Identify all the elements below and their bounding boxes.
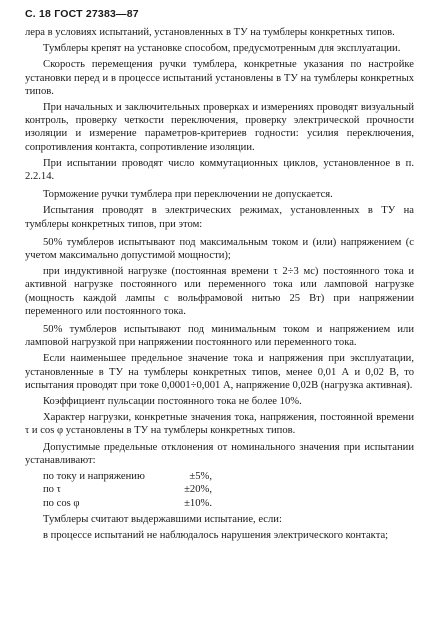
paragraph: Скорость перемещения ручки тумблера, конкретные указания по настройке установки перед и в процессе испытаний установлены в ТУ на тумблеры конкретных типов.: [25, 59, 414, 97]
paragraph: при индуктивной нагрузке (постоянная времени τ 2÷3 мс) постоянного тока и активной нагрузке постоянного или переменного тока или ламповой нагрузке (мощность каждой лампы с вольфрамовой нитью 25 Вт) при напряжении переменного или постоянного тока.: [25, 266, 414, 317]
tolerance-label: по cos φ: [43, 497, 80, 509]
paragraph: 50% тумблеров испытывают под максимальным током и (или) напряжением (с учетом максимально допустимой мощности);: [25, 236, 414, 262]
tolerance-row: [43, 470, 414, 483]
tolerance-value: ±20%,: [184, 484, 212, 496]
paragraph: При испытании проводят число коммутационных циклов, установленное в п. 2.2.14.: [25, 157, 414, 183]
paragraph: Если наименьшее предельное значение тока и напряжения при эксплуатации, установленные в ТУ на тумблеры конкретных типов, менее 0,01 А и 0,02 В, то испытания проводят при токе 0,0001÷0,001 А, напряжение 0,02В (нагрузка активная).: [25, 353, 414, 391]
paragraph: Коэффициент пульсации постоянного тока не более 10%.: [43, 396, 302, 408]
paragraph: Торможение ручки тумблера при переключении не допускается.: [43, 189, 333, 201]
paragraph: 50% тумблеров испытывают под минимальным током и напряжением или ламповой нагрузкой при напряжении постоянного или переменного тока.: [25, 324, 414, 349]
paragraph: При начальных и заключительных проверках и измерениях проводят визуальный контроль, проверку четкости переключения, проверку электрической прочности изоляции и измерение параметров-критериев годности: усилия переключения, сопротивления контакта, сопротивление изоляции.: [25, 102, 414, 153]
paragraph: лера в условиях испытаний, установленных в ТУ на тумблеры конкретных типов.: [25, 27, 395, 38]
page-header: С. 18 ГОСТ 27383—87: [25, 8, 139, 20]
tolerance-row: [43, 483, 414, 496]
tolerance-row: [43, 497, 414, 510]
paragraph: Испытания проводят в электрических режимах, установленных в ТУ на тумблеры конкретных типов, при этом:: [25, 205, 414, 230]
document-body: [25, 26, 414, 542]
tolerance-label: по току и напряжению: [43, 471, 145, 483]
paragraph: в процессе испытаний не наблюдалось нарушения электрического контакта;: [43, 529, 389, 541]
tolerance-label: по τ: [43, 484, 61, 496]
paragraph: Тумблеры крепят на установке способом, предусмотренным для эксплуатации.: [43, 43, 401, 55]
tolerance-list: [25, 470, 414, 510]
tolerance-value: ±10%.: [184, 497, 212, 509]
paragraph: Характер нагрузки, конкретные значения тока, напряжения, постоянной времени τ и cos φ установлены в ТУ на тумблеры конкретных типов.: [25, 412, 414, 437]
paragraph: Тумблеры считают выдержавшими испытание, если:: [43, 513, 282, 525]
tolerance-value: ±5%,: [189, 471, 212, 483]
paragraph: Допустимые предельные отклонения от номинального значения при испытании устанавливают:: [25, 441, 414, 466]
